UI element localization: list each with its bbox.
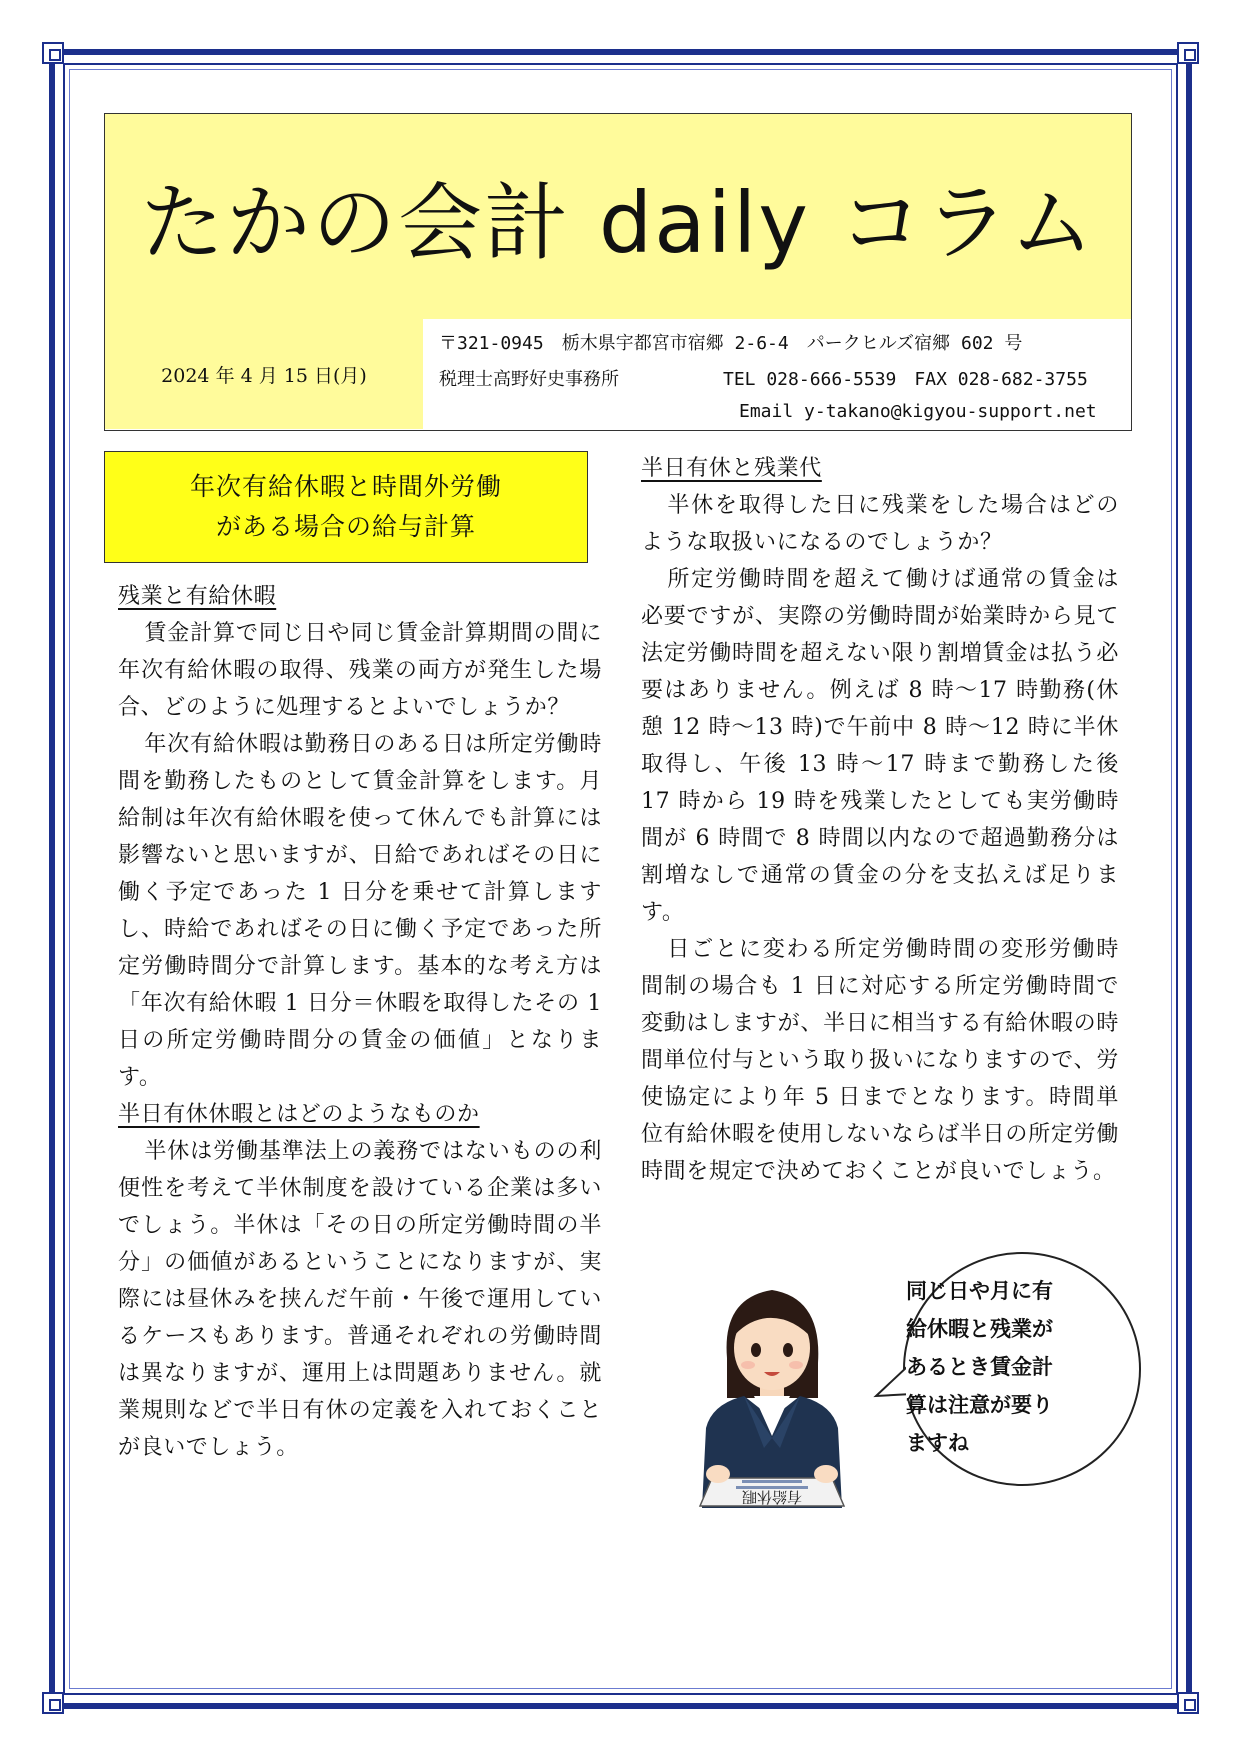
- corner-ornament-bottom-left: [42, 1692, 64, 1714]
- right-column: [641, 450, 1119, 1190]
- paragraph: 所定労働時間を超えて働けば通常の賃金は必要ですが、実際の労働時間が始業時から見て法定労働時間を超えない限り割増賃金は払う必要はありません。例えば 8 時～17 時勤務(休憩 12 時～13 時)で午前中 8 時～12 時に半休取得し、午後 13 時～17 時まで勤務した後 17 時から 19 時を残業したとしても実労働時間が 6 時間で 8 時間以内なので超過勤務分は割増なしで通常の賃金の分を支払えば足ります。: [641, 567, 1119, 925]
- article-title-line-2: がある場合の給与計算: [215, 512, 476, 541]
- speech-line: ますね: [906, 1431, 969, 1455]
- speech-line: 給休暇と残業が: [906, 1317, 1053, 1341]
- paper-label: 有給休暇: [741, 1488, 803, 1506]
- office-address: 〒321-0945 栃木県宇都宮市宿郷 2-6-4 パークヒルズ宿郷 602 号: [439, 333, 1023, 354]
- office-name: 税理士高野好史事務所: [439, 369, 619, 390]
- date-cell: [105, 319, 424, 429]
- corner-ornament-top-right: [1177, 42, 1199, 64]
- paragraph: 年次有給休暇は勤務日のある日は所定労働時間を勤務したものとして賃金計算をします。月給制は年次有給休暇を使って休んでも計算には影響ないと思いますが、日給であればその日に働く予定であった 1 日分を乗せて計算しますし、時給であればその日に働く予定であった所定労働時間分で計算します。基本的な考え方は「年次有給休暇 1 日分＝休暇を取得したその 1 日の所定労働時間分の賃金の価値」となります。: [118, 732, 602, 1090]
- woman-illustration: [672, 1268, 872, 1508]
- paragraph: 半休を取得した日に残業をした場合はどのような取扱いになるのでしょうか？: [641, 493, 1119, 555]
- corner-ornament-top-left: [42, 42, 64, 64]
- article-title-line-1: 年次有給休暇と時間外労働: [189, 472, 502, 501]
- corner-ornament-bottom-right: [1177, 1692, 1199, 1714]
- masthead: [104, 113, 1132, 320]
- paragraph: 賃金計算で同じ日や同じ賃金計算期間の間に年次有給休暇の取得、残業の両方が発生した場合、どのように処理するとよいでしょうか？: [118, 621, 602, 720]
- paragraph: 日ごとに変わる所定労働時間の変形労働時間制の場合も 1 日に対応する所定労働時間で変動はしますが、半日に相当する有給休暇の時間単位付与という取り扱いになりますので、労使協定により年 5 日までとなります。時間単位有給休暇を使用しないならば半日の所定労働時間を規定で決めておくことが良いでしょう。: [641, 937, 1119, 1184]
- contact-cell: [423, 319, 1131, 429]
- speech-line: 算は注意が要り: [906, 1393, 1053, 1417]
- phone-fax: TEL 028-666-5539 FAX 028-682-3755: [723, 369, 1088, 390]
- header-info-row: [104, 319, 1132, 431]
- section-heading: 半日有休と残業代: [641, 456, 822, 481]
- speech-line: 同じ日や月に有: [906, 1279, 1053, 1303]
- left-column: [118, 578, 602, 1466]
- newsletter-title: たかの会計 daily コラム: [140, 174, 1096, 272]
- section-heading: 残業と有給休暇: [118, 584, 277, 609]
- article-title-box: [104, 451, 588, 563]
- issue-date: 2024 年 4 月 15 日(月): [161, 364, 367, 387]
- office-email: Email y-takano@kigyou-support.net: [739, 401, 1097, 422]
- paragraph: 半休は労働基準法上の義務ではないものの利便性を考えて半休制度を設けている企業は多いでしょう。半休は「その日の所定労働時間の半分」の価値があるということになりますが、実際には昼休みを挟んだ午前・午後で運用しているケースもあります。普通それぞれの労働時間は異なりますが、運用上は問題ありません。就業規則などで半日有休の定義を入れておくことが良いでしょう。: [118, 1139, 602, 1460]
- section-heading: 半日有休休暇とはどのようなものか: [118, 1102, 480, 1127]
- speech-bubble-text: [906, 1272, 1106, 1462]
- speech-line: あるとき賃金計: [906, 1355, 1053, 1379]
